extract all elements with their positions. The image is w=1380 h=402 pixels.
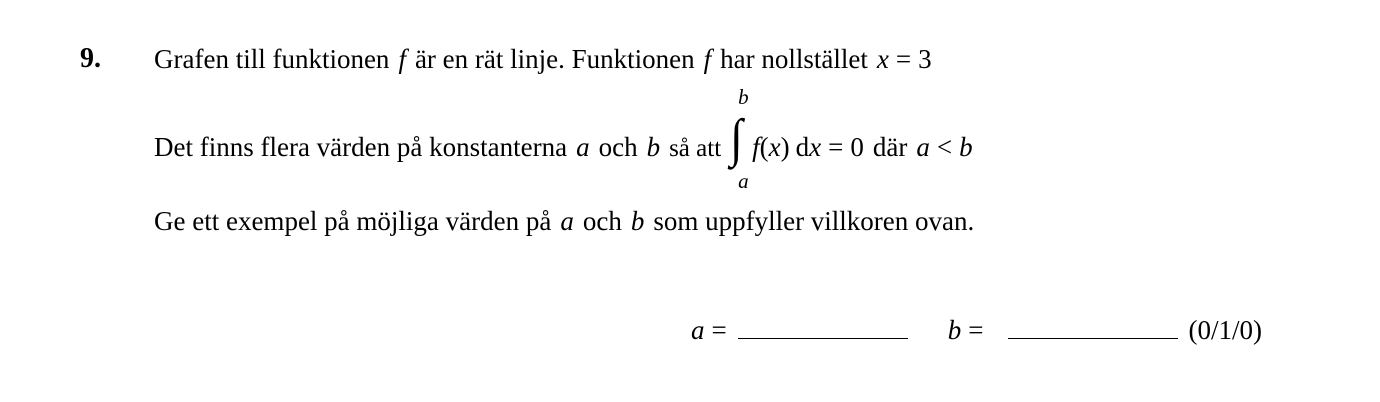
- line3-och: och: [582, 206, 622, 236]
- line1-text-b: är en rät linje. Funktionen: [414, 44, 695, 74]
- question-line-2: [154, 85, 973, 193]
- cond-b: b: [959, 132, 973, 162]
- equals-sign: =: [968, 315, 984, 345]
- var-a: a: [576, 132, 590, 162]
- var-f: f: [703, 44, 712, 74]
- line2-och: och: [598, 132, 638, 162]
- answer-label-b: b: [947, 315, 962, 345]
- integral-sign: ∫: [730, 108, 743, 167]
- var-f: f: [398, 44, 406, 74]
- var-x: x: [876, 44, 889, 74]
- var-b: b: [646, 132, 661, 162]
- line2-dar: där: [872, 132, 908, 162]
- integral-lower-limit: a: [738, 169, 749, 193]
- integral-result: 0: [850, 132, 864, 162]
- line3-text-b: som uppfyller villkoren ovan.: [653, 206, 975, 236]
- question-line-3: [154, 205, 974, 237]
- equals-sign: =: [895, 44, 912, 74]
- answer-row: [691, 314, 1262, 346]
- answer-blank-b[interactable]: [1008, 314, 1178, 339]
- var-a: a: [560, 206, 574, 236]
- line1-text-c: har nollstället: [720, 44, 868, 74]
- line2-sa-att: så att: [669, 135, 722, 162]
- line2-text-a: Det finns flera värden på konstanterna: [154, 132, 568, 162]
- points-label: (0/1/0): [1188, 315, 1262, 345]
- integrand-f: f: [752, 132, 760, 162]
- integrand-x: x: [768, 132, 781, 162]
- integral-expression: [730, 85, 752, 193]
- dx-x: x: [809, 132, 822, 162]
- answer-blank-a[interactable]: [738, 314, 908, 339]
- var-b: b: [630, 206, 645, 236]
- equals-sign: =: [711, 315, 727, 345]
- integrand-rparen: ): [780, 132, 790, 162]
- line3-text-a: Ge ett exempel på möjliga värden på: [154, 206, 552, 236]
- cond-a: a: [916, 132, 930, 162]
- dx-d: d: [795, 132, 810, 162]
- less-than-sign: <: [936, 132, 953, 162]
- integrand-lparen: (: [759, 132, 769, 162]
- equals-sign: =: [828, 132, 844, 162]
- line1-text-a: Grafen till funktionen: [154, 44, 390, 74]
- integral-upper-limit: b: [738, 85, 749, 109]
- question-line-1: [154, 43, 932, 75]
- question-number: 9.: [80, 43, 101, 74]
- zero-value: 3: [918, 44, 932, 74]
- answer-label-a: a: [691, 315, 705, 345]
